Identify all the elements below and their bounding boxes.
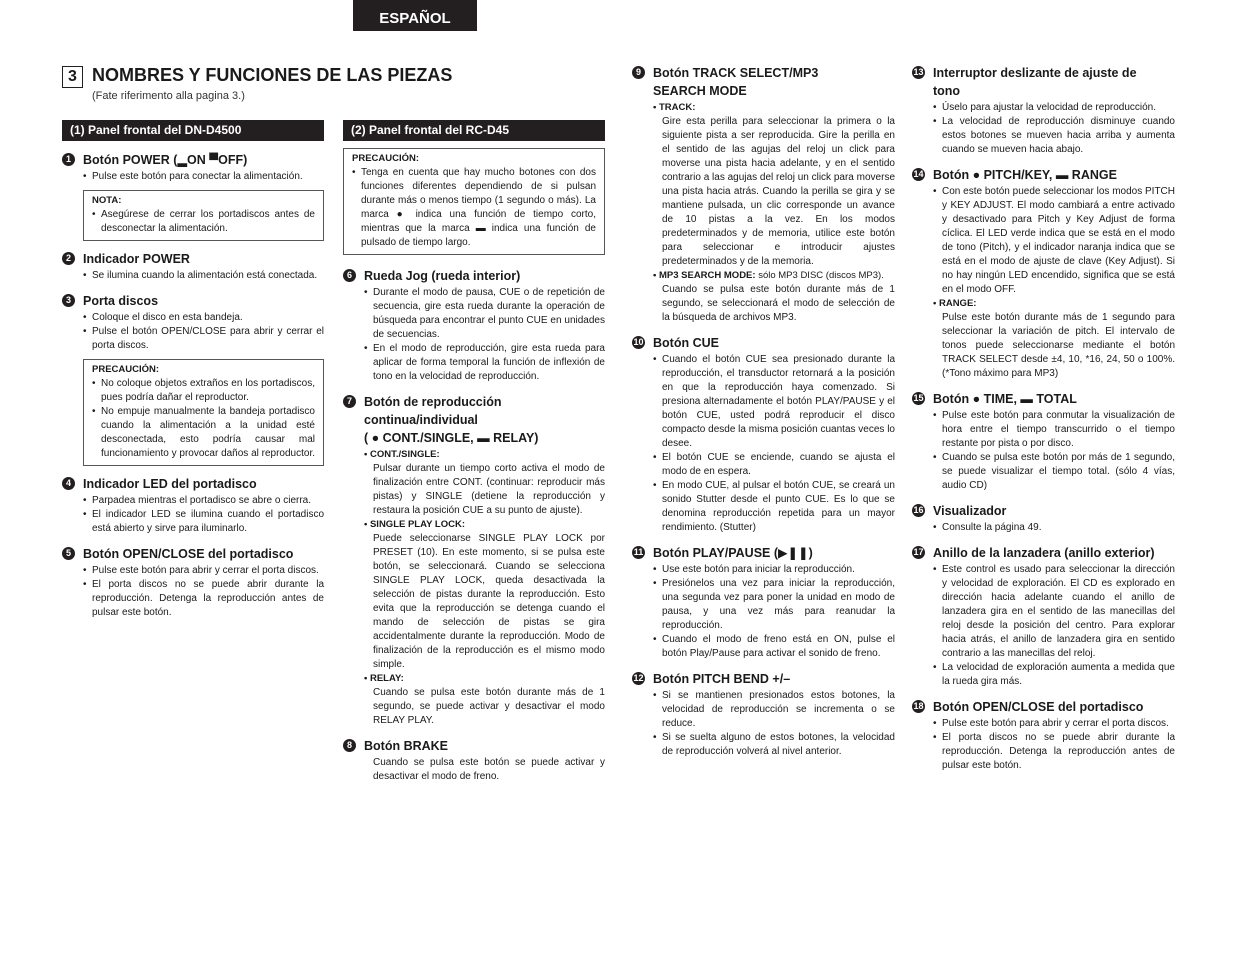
notice-text: • No empuje manualmente la bandeja portadisco cuando la alimentación a la unidad esté desconectada, esto podría causar mal funcionamiento y provocar daños al reproductor. (92, 405, 315, 461)
bullet-text: • Pulse este botón para abrir y cerrar el porta discos. (83, 564, 324, 578)
bullet-text: • El porta discos no se puede abrir durante la reproducción. Detenga la reproducción antes de pulsar este botón. (83, 578, 324, 620)
item-title-line: Botón TRACK SELECT/MP3 (653, 66, 819, 80)
item-number-badge: 9 (632, 66, 645, 79)
bullet-text: • Consulte la página 49. (933, 521, 1175, 535)
caution-text: • Tenga en cuenta que hay mucho botones con dos funciones diferentes dependiendo de si pulsan durante más o menos tiempo (1 segundo o más). La marca ● indica una función de tiempo corto, mientras que la marca ▬ indica una función de pulsado de tiempo largo. (352, 166, 596, 250)
panel2-header: (2) Panel frontal del RC-D45 (343, 120, 605, 141)
item-bullets (912, 185, 1175, 297)
bullet-text: • El botón CUE se enciende, cuando se ajusta el modo de en espera. (653, 451, 895, 479)
sub-text: Puede seleccionarse SINGLE PLAY LOCK por PRESET (10). En este momento, si se pulsa este botón, se seleccionará. Cuando se selecciona SINGLE PLAY LOCK, queda desactivada la selección de pistas durante la reproducción. Esto evita que la reproducción se detenga cuando el mando de selección de pistas se gira accidentalmente durante la reproducción. Modo de finalización de la reproducción es el mismo modo simple. (373, 533, 605, 670)
item-heading (62, 292, 324, 310)
sub-label (653, 101, 895, 115)
bullet-text: • En modo CUE, al pulsar el botón CUE, se creará un sonido Stutter desde el punto CUE. Es lo que se denomina reproducción repetida para un mayor rendimiento. (Stutter) (653, 479, 895, 535)
item-title: Botón BRAKE (364, 739, 449, 753)
item-heading (912, 64, 1175, 100)
item-bullets (343, 286, 605, 384)
item-heading (62, 151, 324, 169)
sub-text: Pulse este botón durante más de 1 segundo para seleccionar la variación de pitch. El intervalo de tonos puede seleccionarse mediante el botón TRACK SELECT desde ±4, 10, *16, 24, 50 o 100%. (*Tono máximo para MP3) (942, 312, 1175, 379)
sub-label-text: SINGLE PLAY LOCK: (369, 519, 465, 530)
item-title: Visualizador (933, 504, 1007, 518)
caution-title: PRECAUCIÓN: (352, 153, 420, 164)
item-bullets (912, 409, 1175, 493)
item-title: Indicador LED del portadisco (83, 477, 257, 491)
column-1 (62, 120, 324, 629)
bullet-text: • Úselo para ajustar la velocidad de reproducción. (933, 101, 1175, 115)
item-heading (343, 267, 605, 285)
item-heading (632, 544, 895, 562)
item-18 (912, 698, 1175, 773)
item-title: Porta discos (83, 294, 159, 308)
item-16 (912, 502, 1175, 535)
item-title-line: Botón de reproducción (364, 395, 502, 409)
item-title: Botón OPEN/CLOSE del portadisco (83, 547, 294, 561)
sub-label-note: sólo MP3 DISC (discos MP3). (758, 270, 884, 281)
item-notice-box (83, 359, 324, 466)
bullet-text: • Pulse este botón para abrir y cerrar el porta discos. (933, 717, 1175, 731)
sub-text: Cuando se pulsa este botón durante más de 1 segundo, se puede activar y desactivar el modo RELAY PLAY. (373, 687, 605, 726)
item-number-badge: 3 (62, 294, 75, 307)
bullet-text: • Parpadea mientras el portadisco se abre o cierra. (83, 494, 324, 508)
item-title (364, 393, 605, 447)
item-heading (912, 390, 1175, 408)
sub-label-text: CONT./SINGLE: (369, 449, 440, 460)
item-12 (632, 670, 895, 759)
item-title: Rueda Jog (rueda interior) (364, 269, 521, 283)
panel1-header: (1) Panel frontal del DN-D4500 (62, 120, 324, 141)
item-title: Botón ● PITCH/KEY, ▬ RANGE (933, 168, 1117, 182)
sub-text: Pulsar durante un tiempo corto activa el modo de finalización entre CONT. (continuar: reproducir más pistas) y SINGLE (detiene la reproducción y restaura la posición CUE a su punto de ajuste). (373, 463, 605, 516)
item-bullets (62, 564, 324, 620)
item-text: Cuando se pulsa este botón se puede activar y desactivar el modo de freno. (373, 757, 605, 782)
item-number-badge: 6 (343, 269, 356, 282)
column-4 (912, 64, 1175, 782)
notice-text: • No coloque objetos extraños en los portadiscos, pues podría dañar el reproductor. (92, 377, 315, 405)
item-heading (62, 475, 324, 493)
item-13 (912, 64, 1175, 157)
notice-bullets (92, 377, 315, 461)
sub-label (933, 297, 1175, 311)
item-17 (912, 544, 1175, 689)
item-title: Botón OPEN/CLOSE del portadisco (933, 700, 1144, 714)
item-1 (62, 151, 324, 241)
sub-text: Gire esta perilla para seleccionar la primera o la siguiente pista a ser reproducida. Gire la perilla en el sentido de las agujas del reloj un click para moverse una pista hacia adelante, y en el sentido contrario a las agujas del reloj un click para moverse una pista hacia atrás. Cuando la perilla se gira y se mantiene pulsada, un clic corresponde un avance de 10 pistas a la vez. En los modos predeterminados y de memoria, utilice este botón para seleccionar e introducir ajustes predeterminados y de la memoria. (662, 116, 895, 267)
bullet-text: • Coloque el disco en esta bandeja. (83, 311, 324, 325)
item-number-badge: 15 (913, 393, 924, 403)
item-7 (343, 393, 605, 728)
item-3 (62, 292, 324, 466)
item-heading (632, 334, 895, 352)
item-number-badge: 11 (633, 547, 644, 557)
sub-label-text: TRACK: (658, 102, 696, 113)
item-number-badge: 17 (913, 547, 924, 557)
item-heading (912, 502, 1175, 520)
item-bullets (62, 494, 324, 536)
item-number-badge: 12 (633, 673, 644, 683)
item-title-line: ( ● CONT./SINGLE, ▬ RELAY) (364, 431, 539, 445)
item-number-badge: 10 (633, 337, 644, 347)
item-title: Botón PLAY/PAUSE (▶❚❚) (653, 546, 813, 560)
column-3 (632, 64, 895, 768)
item-heading (632, 670, 895, 688)
sub-label (364, 448, 605, 462)
item-4 (62, 475, 324, 536)
item-2 (62, 250, 324, 283)
item-number-badge: 5 (62, 547, 75, 560)
bullet-text: • Este control es usado para seleccionar la dirección y velocidad de exploración. El CD es explorado en dirección hacia adelante cuando el anillo de lanzadera gira en el sentido de las manecillas del reloj desde la posición del centro. Para explorar hacia atrás, el anillo de lanzadera gira en sentido contrario a las manecillas del reloj. (933, 563, 1175, 661)
item-title-line: Interruptor deslizante de ajuste de (933, 66, 1137, 80)
item-number-badge: 14 (913, 169, 924, 179)
item-number-badge: 1 (62, 153, 75, 166)
item-title: Botón ● TIME, ▬ TOTAL (933, 392, 1077, 406)
item-bullets (912, 101, 1175, 157)
sub-text: Cuando se pulsa este botón durante más de 1 segundo, se seleccionará el modo de selección de la búsqueda de archivos MP3. (662, 284, 895, 323)
item-heading (912, 544, 1175, 562)
language-tab: ESPAÑOL (353, 0, 477, 31)
sub-label (364, 672, 605, 686)
sub-label-text: RANGE: (938, 298, 977, 309)
item-title (933, 64, 1175, 100)
bullet-text: • La velocidad de exploración aumenta a medida que la rueda gira más. (933, 661, 1175, 689)
bullet-text: • El indicador LED se ilumina cuando el portadisco está abierto y sirve para iluminarlo. (83, 508, 324, 536)
sub-label (364, 518, 605, 532)
notice-text: • Asegúrese de cerrar los portadiscos antes de desconectar la alimentación. (92, 208, 315, 236)
item-number-badge: 7 (343, 395, 356, 408)
item-bullets (632, 353, 895, 535)
item-heading (62, 250, 324, 268)
bullet-text: • Pulse el botón OPEN/CLOSE para abrir y cerrar el porta discos. (83, 325, 324, 353)
item-bullets (62, 170, 324, 184)
page-subtitle: (Fate riferimento alla pagina 3.) (92, 90, 245, 102)
item-number-badge: 13 (913, 67, 924, 77)
item-10 (632, 334, 895, 535)
item-number-badge: 4 (62, 477, 75, 490)
bullet-text: • Presiónelos una vez para iniciar la reproducción, una segunda vez para poner la unidad en modo de pausa, y una vez más para reanudar la reproducción. (653, 577, 895, 633)
bullet-text: • En el modo de reproducción, gire esta rueda para aplicar de forma temporal la función de inflexión de tono en la velocidad de reproducción. (364, 342, 605, 384)
bullet-text: • El porta discos no se puede abrir durante la reproducción. Detenga la reproducción antes de pulsar este botón. (933, 731, 1175, 773)
sub-label-text: RELAY: (369, 673, 404, 684)
item-5 (62, 545, 324, 620)
item-title: Botón PITCH BEND +/– (653, 672, 791, 686)
item-number-badge: 2 (62, 252, 75, 265)
sub-label (653, 269, 895, 283)
item-bullets (62, 311, 324, 353)
item-title (653, 64, 895, 100)
item-bullets (912, 563, 1175, 689)
item-title-line: tono (933, 84, 961, 98)
section-number: 3 (62, 66, 83, 88)
item-15 (912, 390, 1175, 493)
item-title: Botón POWER (▂ON ▀OFF) (83, 153, 248, 167)
item-9 (632, 64, 895, 325)
item-number-badge: 18 (913, 701, 924, 711)
item-number-badge: 8 (343, 739, 356, 752)
item-heading (343, 737, 605, 755)
sub-label-text: MP3 SEARCH MODE: (658, 270, 756, 281)
panel2-caution-box (343, 148, 605, 255)
bullet-text: • Si se suelta alguno de estos botones, la velocidad de reproducción volverá al nivel anterior. (653, 731, 895, 759)
item-heading (343, 393, 605, 447)
item-11 (632, 544, 895, 661)
item-heading (912, 166, 1175, 184)
bullet-text: • Durante el modo de pausa, CUE o de repetición de secuencia, gire esta rueda durante la operación de búsqueda para encontrar el punto CUE en unidades de secuencias. (364, 286, 605, 342)
item-bullets (62, 269, 324, 283)
item-title: Botón CUE (653, 336, 719, 350)
column-2 (343, 120, 605, 793)
notice-bullets (92, 208, 315, 236)
bullet-text: • Con este botón puede seleccionar los modos PITCH y KEY ADJUST. El modo cambiará a entre activado y desactivado para Pitch y Key Adjust de forma cíclica. El LED verde indica que se está en el modo de tono (Pitch), y el indicador naranja indica que se está en el modo de ajuste de clave (Key Adjust). Si no hay ningún LED encendido, significa que se está en el modo OFF. (933, 185, 1175, 297)
bullet-text: • Pulse este botón para conmutar la visualización de hora entre el tiempo transcurrido o el tiempo restante por pista o por disco. (933, 409, 1175, 451)
item-bullets (632, 689, 895, 759)
item-heading (62, 545, 324, 563)
item-title: Indicador POWER (83, 252, 190, 266)
item-bullets (912, 717, 1175, 773)
item-title-line: continua/individual (364, 413, 478, 427)
notice-title: PRECAUCIÓN: (92, 364, 160, 375)
bullet-text: • Cuando se pulsa este botón por más de 1 segundo, se puede visualizar el tiempo total. (sólo 4 vías, audio CD) (933, 451, 1175, 493)
bullet-text: • Cuando el botón CUE sea presionado durante la reproducción, el transductor retornará a la posición en que la reproducción haya comenzado. Si presiona alternadamente el botón PLAY/PAUSE y el botón CUE, usted podrá reproducir el disco compacto desde la misma posición cuantas veces lo desee. (653, 353, 895, 451)
bullet-text: • Se ilumina cuando la alimentación está conectada. (83, 269, 324, 283)
item-bullets (632, 563, 895, 661)
item-notice-box (83, 190, 324, 241)
bullet-text: • La velocidad de reproducción disminuye cuando estos botones se mueven hacia arriba y aumenta cuando se mueven hacia abajo. (933, 115, 1175, 157)
item-6 (343, 267, 605, 384)
bullet-text: • Si se mantienen presionados estos botones, la velocidad de reproducción se incrementa o se reduce. (653, 689, 895, 731)
bullet-text: • Cuando el modo de freno está en ON, pulse el botón Play/Pause para activar el sonido de freno. (653, 633, 895, 661)
item-14 (912, 166, 1175, 381)
item-title-line: SEARCH MODE (653, 84, 747, 98)
item-title: Anillo de la lanzadera (anillo exterior) (933, 546, 1155, 560)
item-heading (632, 64, 895, 100)
notice-title: NOTA: (92, 195, 122, 206)
item-bullets (912, 521, 1175, 535)
bullet-text: • Pulse este botón para conectar la alimentación. (83, 170, 324, 184)
page-title: NOMBRES Y FUNCIONES DE LAS PIEZAS (92, 65, 453, 85)
item-number-badge: 16 (913, 505, 924, 515)
item-8 (343, 737, 605, 784)
item-heading (912, 698, 1175, 716)
bullet-text: • Use este botón para iniciar la reproducción. (653, 563, 895, 577)
